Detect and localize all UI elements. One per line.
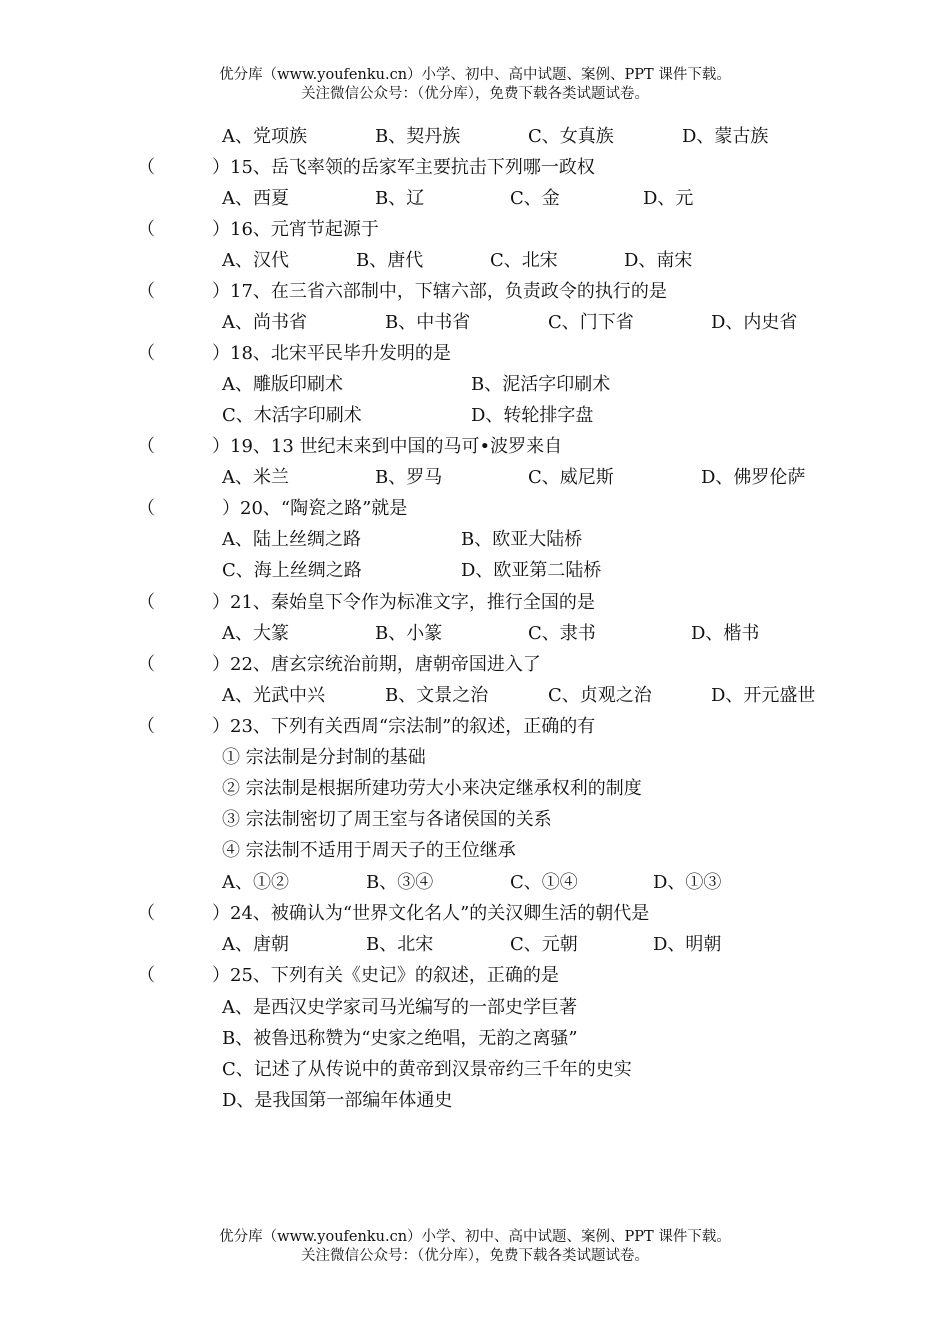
question-18-text: ）18、北宋平民毕升发明的是 xyxy=(212,343,451,364)
page-footer xyxy=(0,1228,950,1266)
q22-option-c: C、贞观之治 xyxy=(548,685,652,706)
q23-statement-3: ③ 宗法制密切了周王室与各诸侯国的关系 xyxy=(222,809,552,830)
q24-option-c: C、元朝 xyxy=(510,934,578,955)
q20-option-c: C、海上丝绸之路 xyxy=(222,560,362,581)
q25-option-b: B、被鲁迅称赞为“史家之绝唱，无韵之离骚” xyxy=(222,1028,578,1049)
q24-option-d: D、明朝 xyxy=(653,934,722,955)
q25-option-d: D、是我国第一部编年体通史 xyxy=(222,1090,453,1111)
q25-option-c: C、记述了从传说中的黄帝到汉景帝约三千年的史实 xyxy=(222,1059,632,1080)
footer-line-1: 优分库（www.youfenku.cn）小学、初中、高中试题、案例、PPT 课件下载。 xyxy=(219,1229,731,1245)
q24-option-a: A、唐朝 xyxy=(222,934,289,955)
q17-option-b: B、中书省 xyxy=(385,312,471,333)
q14-option-d: D、蒙古族 xyxy=(682,126,769,147)
q15-option-c: C、金 xyxy=(510,188,560,209)
header-line-1: 优分库（www.youfenku.cn）小学、初中、高中试题、案例、PPT 课件下载。 xyxy=(219,67,731,83)
header-line-2: 关注微信公众号：（优分库），免费下载各类试题试卷。 xyxy=(301,86,649,102)
q21-option-c: C、隶书 xyxy=(528,623,596,644)
question-24-text: ）24、被确认为“世界文化名人”的关汉卿生活的朝代是 xyxy=(212,903,650,924)
q14-option-b: B、契丹族 xyxy=(375,126,461,147)
q20-option-b: B、欧亚大陆桥 xyxy=(461,529,583,550)
q25-option-a: A、是西汉史学家司马光编写的一部史学巨著 xyxy=(222,997,577,1018)
question-23-text: ）23、下列有关西周“宗法制”的叙述，正确的有 xyxy=(212,716,596,737)
question-22-text: ）22、唐玄宗统治前期，唐朝帝国进入了 xyxy=(212,654,541,675)
answer-paren: （ xyxy=(137,654,155,675)
answer-paren: （ xyxy=(137,498,155,519)
q17-option-c: C、门下省 xyxy=(548,312,634,333)
q23-statement-4: ④ 宗法制不适用于周天子的王位继承 xyxy=(222,840,516,861)
q16-option-a: A、汉代 xyxy=(222,250,289,271)
question-16-text: ）16、元宵节起源于 xyxy=(212,219,379,240)
q18-option-c: C、木活字印刷术 xyxy=(222,405,362,426)
answer-paren: （ xyxy=(137,219,155,240)
q15-option-d: D、元 xyxy=(643,188,694,209)
question-25-text: ）25、下列有关《史记》的叙述，正确的是 xyxy=(212,965,559,986)
answer-paren: （ xyxy=(137,592,155,613)
q19-option-c: C、威尼斯 xyxy=(528,467,614,488)
q19-option-b: B、罗马 xyxy=(375,467,443,488)
answer-paren: （ xyxy=(137,157,155,178)
q20-option-d: D、欧亚第二陆桥 xyxy=(461,560,602,581)
q17-option-d: D、内史省 xyxy=(711,312,798,333)
answer-paren: （ xyxy=(137,281,155,302)
question-21-text: ）21、秦始皇下令作为标准文字，推行全国的是 xyxy=(212,592,595,613)
q23-option-d: D、①③ xyxy=(653,872,722,893)
q20-option-a: A、陆上丝绸之路 xyxy=(222,529,361,550)
q23-statement-1: ① 宗法制是分封制的基础 xyxy=(222,747,426,768)
q18-option-b: B、泥活字印刷术 xyxy=(471,374,611,395)
q22-option-d: D、开元盛世 xyxy=(711,685,816,706)
footer-line-2: 关注微信公众号：（优分库），免费下载各类试题试卷。 xyxy=(301,1248,649,1264)
q18-option-a: A、雕版印刷术 xyxy=(222,374,343,395)
question-15-text: ）15、岳飞率领的岳家军主要抗击下列哪一政权 xyxy=(212,157,595,178)
question-17-text: ）17、在三省六部制中，下辖六部，负责政令的执行的是 xyxy=(212,281,667,302)
answer-paren: （ xyxy=(137,903,155,924)
answer-paren: （ xyxy=(137,343,155,364)
q21-option-a: A、大篆 xyxy=(222,623,289,644)
q18-option-d: D、转轮排字盘 xyxy=(471,405,594,426)
answer-paren: （ xyxy=(137,965,155,986)
q16-option-b: B、唐代 xyxy=(356,250,424,271)
q15-option-b: B、辽 xyxy=(375,188,425,209)
q19-option-d: D、佛罗伦萨 xyxy=(701,467,806,488)
page-header xyxy=(0,66,950,104)
q21-option-b: B、小篆 xyxy=(375,623,443,644)
q19-option-a: A、米兰 xyxy=(222,467,289,488)
q16-option-d: D、南宋 xyxy=(624,250,693,271)
q17-option-a: A、尚书省 xyxy=(222,312,307,333)
q15-option-a: A、西夏 xyxy=(222,188,289,209)
q23-option-c: C、①④ xyxy=(510,872,578,893)
question-19-text: ）19、13 世纪末来到中国的马可•波罗来自 xyxy=(212,436,563,457)
q23-option-b: B、③④ xyxy=(366,872,434,893)
q22-option-b: B、文景之治 xyxy=(385,685,489,706)
q23-option-a: A、①② xyxy=(222,872,289,893)
q24-option-b: B、北宋 xyxy=(366,934,434,955)
q21-option-d: D、楷书 xyxy=(691,623,760,644)
q14-option-c: C、女真族 xyxy=(528,126,614,147)
answer-paren: （ xyxy=(137,436,155,457)
question-20-text: ）20、“陶瓷之路”就是 xyxy=(222,498,408,519)
q16-option-c: C、北宋 xyxy=(490,250,558,271)
q22-option-a: A、光武中兴 xyxy=(222,685,325,706)
q14-option-a: A、党项族 xyxy=(222,126,307,147)
q23-statement-2: ② 宗法制是根据所建功劳大小来决定继承权利的制度 xyxy=(222,778,642,799)
answer-paren: （ xyxy=(137,716,155,737)
